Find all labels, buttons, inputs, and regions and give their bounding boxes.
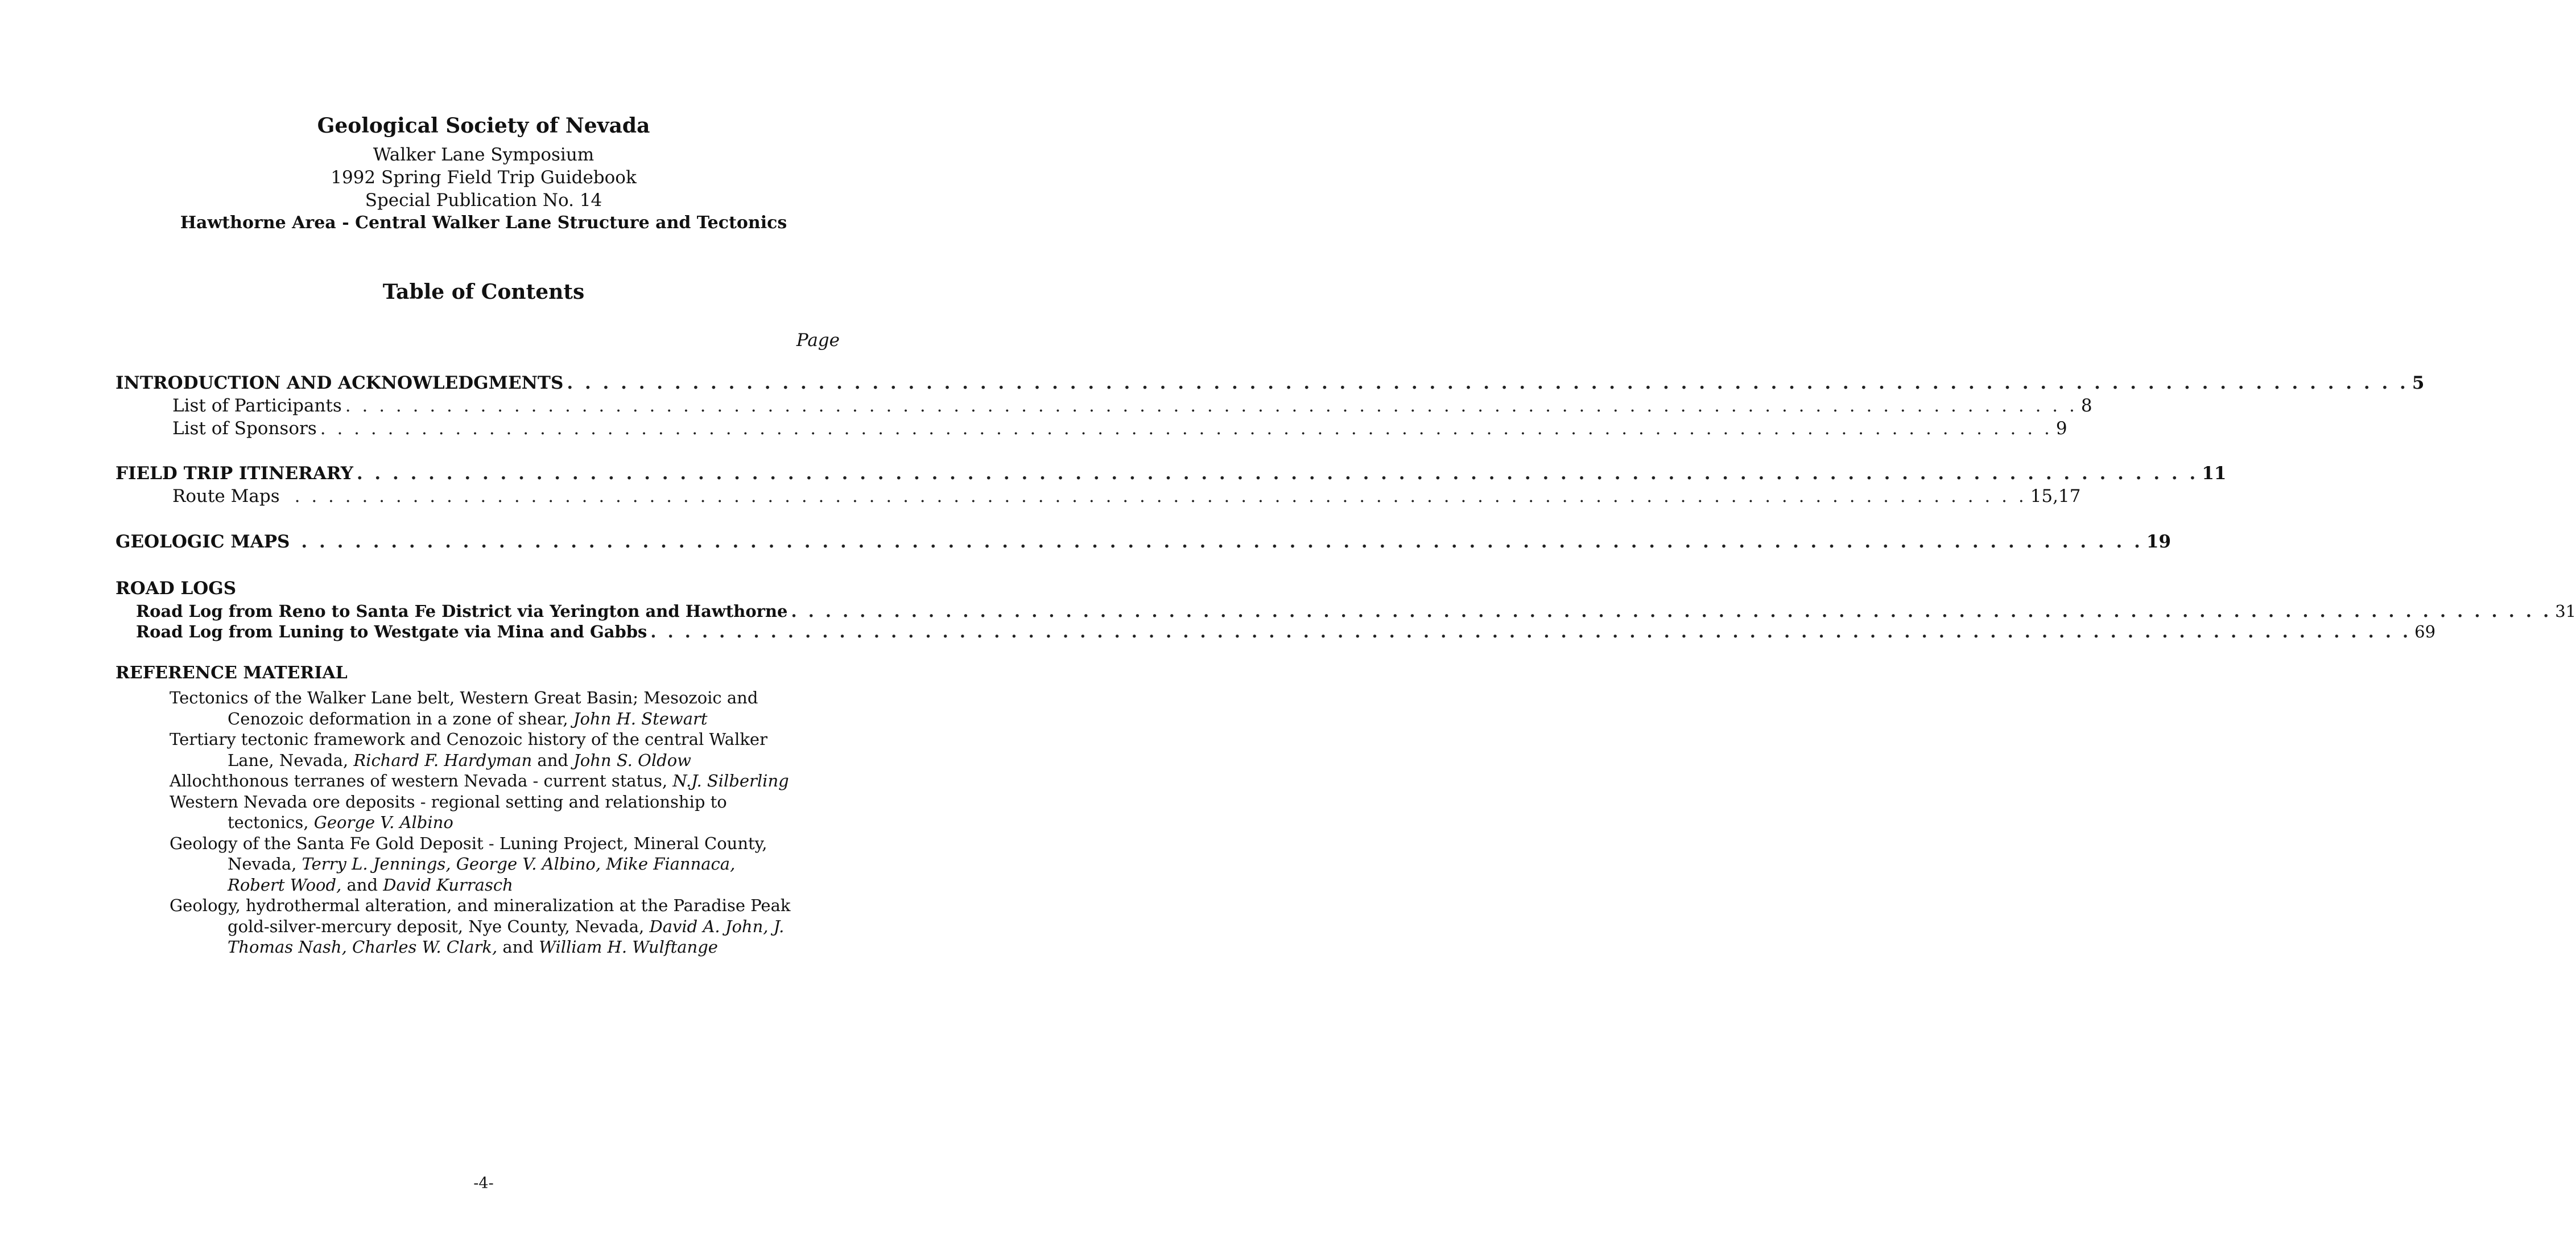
toc-entry-page: 19	[2146, 532, 2172, 552]
page-number: -4-	[473, 1175, 494, 1192]
toc-entry-label: Road Log from Reno to Santa Fe District via Yerington and Hawthorne	[136, 602, 788, 621]
reference-author: William H. Wulftange	[539, 937, 718, 957]
reference-title: Western Nevada ore deposits - regional setting and relationship to tectonics,	[170, 792, 727, 832]
toc-leader-dots: . . . . . . . . . . . . . . . . . . . . . . . . . . . . . . . . . . . . . . . . . . . . . . . . . . . . . . . . . . . . . . . . . . . . . . . . . . . . . . . . . . . . . . . . . . . . . . . . . . . . . . .	[294, 486, 2027, 506]
reference-item	[170, 729, 795, 771]
toc-entry-page: 9	[2055, 418, 2067, 439]
toc-entry-sponsors[interactable]	[115, 418, 2067, 441]
reference-list	[170, 687, 795, 958]
toc-entry-participants[interactable]	[115, 396, 2092, 418]
trip-title: Hawthorne Area - Central Walker Lane Structure and Tectonics	[180, 213, 787, 233]
reference-author: Terry L. Jennings, George V. Albino, Mike Fiannaca, Robert Wood,	[228, 854, 736, 895]
toc-entry-route-maps[interactable]	[115, 486, 2081, 509]
toc-entry-label: Road Log from Luning to Westgate via Mina and Gabbs	[136, 622, 647, 641]
reference-title: Geology of the Santa Fe Gold Deposit - Luning Project, Mineral County, Nevada,	[170, 833, 767, 874]
reference-author: Richard F. Hardyman	[353, 750, 532, 770]
toc-entry-page: 11	[2202, 463, 2227, 484]
toc-title: Table of Contents	[382, 280, 585, 304]
toc-entry-label: List of Participants	[172, 396, 342, 416]
toc-entry-page: 15,17	[2030, 486, 2081, 506]
reference-conjunction: and	[532, 750, 574, 770]
reference-title: Geology, hydrothermal alteration, and mineralization at the Paradise Peak gold-silver-mercury deposit, Nye County, Nevada,	[170, 896, 791, 936]
reference-author: N.J. Silberling	[672, 771, 789, 790]
reference-conjunction: and	[497, 937, 539, 957]
reference-author: John S. Oldow	[573, 750, 691, 770]
toc-entry-page: 31	[2555, 602, 2576, 621]
reference-title: Tertiary tectonic framework and Cenozoic history of the central Walker Lane, Nevada,	[170, 730, 767, 770]
reference-item	[170, 895, 795, 958]
toc-leader-dots: . . . . . . . . . . . . . . . . . . . . . . . . . . . . . . . . . . . . . . . . . . . . . . . . . . . . . . . . . . . . . . . . . . . . . . . . . . . . . . . . . . . . . . . . . . . . . . . . . . . . . . .	[791, 602, 2552, 621]
organization-title: Geological Society of Nevada	[317, 114, 650, 138]
page-column-header: Page	[796, 330, 840, 351]
toc-entry-geologic-maps[interactable]	[115, 532, 2172, 554]
reference-item	[170, 792, 795, 833]
toc-entry-page: 69	[2414, 622, 2436, 641]
toc-entry-label: GEOLOGIC MAPS	[115, 532, 290, 552]
toc-entry-introduction[interactable]	[115, 373, 2425, 396]
toc-leader-dots: . . . . . . . . . . . . . . . . . . . . . . . . . . . . . . . . . . . . . . . . . . . . . . . . . . . . . . . . . . . . . . . . . . . . . . . . . . . . . . . . . . . . . . . . . . . . . . . . . . . . . . .	[356, 463, 2199, 484]
symposium-name: Walker Lane Symposium	[373, 145, 595, 165]
road-logs-heading: ROAD LOGS	[115, 578, 237, 599]
guidebook-name: 1992 Spring Field Trip Guidebook	[331, 167, 637, 188]
reference-material-heading: REFERENCE MATERIAL	[115, 663, 348, 683]
toc-entry-itinerary[interactable]	[115, 463, 2227, 486]
reference-item	[170, 771, 795, 792]
reference-author: John H. Stewart	[573, 709, 708, 728]
reference-author: George V. Albino	[313, 813, 453, 832]
reference-conjunction: and	[341, 875, 383, 895]
publication-number: Special Publication No. 14	[365, 190, 602, 211]
toc-entry-road-log-2[interactable]	[115, 622, 2436, 645]
toc-entry-page: 8	[2080, 396, 2092, 416]
toc-entry-label: INTRODUCTION AND ACKNOWLEDGMENTS	[115, 373, 564, 393]
reference-item	[170, 687, 795, 729]
toc-entry-page: 5	[2412, 373, 2425, 393]
toc-entry-road-log-1[interactable]	[115, 602, 2576, 624]
reference-item	[170, 833, 795, 896]
toc-leader-dots: . . . . . . . . . . . . . . . . . . . . . . . . . . . . . . . . . . . . . . . . . . . . . . . . . . . . . . . . . . . . . . . . . . . . . . . . . . . . . . . . . . . . . . . . . . . . . . . . . . . . . . .	[301, 532, 2143, 552]
toc-leader-dots: . . . . . . . . . . . . . . . . . . . . . . . . . . . . . . . . . . . . . . . . . . . . . . . . . . . . . . . . . . . . . . . . . . . . . . . . . . . . . . . . . . . . . . . . . . . . . . . . . . . . . . .	[567, 373, 2409, 393]
toc-entry-label: List of Sponsors	[172, 418, 317, 439]
toc-entry-label: Route Maps	[172, 486, 280, 506]
toc-leader-dots: . . . . . . . . . . . . . . . . . . . . . . . . . . . . . . . . . . . . . . . . . . . . . . . . . . . . . . . . . . . . . . . . . . . . . . . . . . . . . . . . . . . . . . . . . . . . . . . . . . . . . . .	[650, 622, 2412, 641]
reference-title: Tectonics of the Walker Lane belt, Western Great Basin; Mesozoic and Cenozoic deformation in a zone of shear,	[170, 688, 758, 728]
reference-author: David Kurrasch	[383, 875, 513, 895]
reference-title: Allochthonous terranes of western Nevada - current status,	[170, 771, 673, 790]
toc-leader-dots: . . . . . . . . . . . . . . . . . . . . . . . . . . . . . . . . . . . . . . . . . . . . . . . . . . . . . . . . . . . . . . . . . . . . . . . . . . . . . . . . . . . . . . . . . . . . . . . . . . . . . . .	[320, 418, 2053, 439]
toc-entry-label: FIELD TRIP ITINERARY	[115, 463, 353, 484]
toc-leader-dots: . . . . . . . . . . . . . . . . . . . . . . . . . . . . . . . . . . . . . . . . . . . . . . . . . . . . . . . . . . . . . . . . . . . . . . . . . . . . . . . . . . . . . . . . . . . . . . . . . . . . . . .	[345, 396, 2078, 416]
reference-author: David A. John, J. Thomas Nash, Charles W. Clark,	[228, 916, 785, 957]
